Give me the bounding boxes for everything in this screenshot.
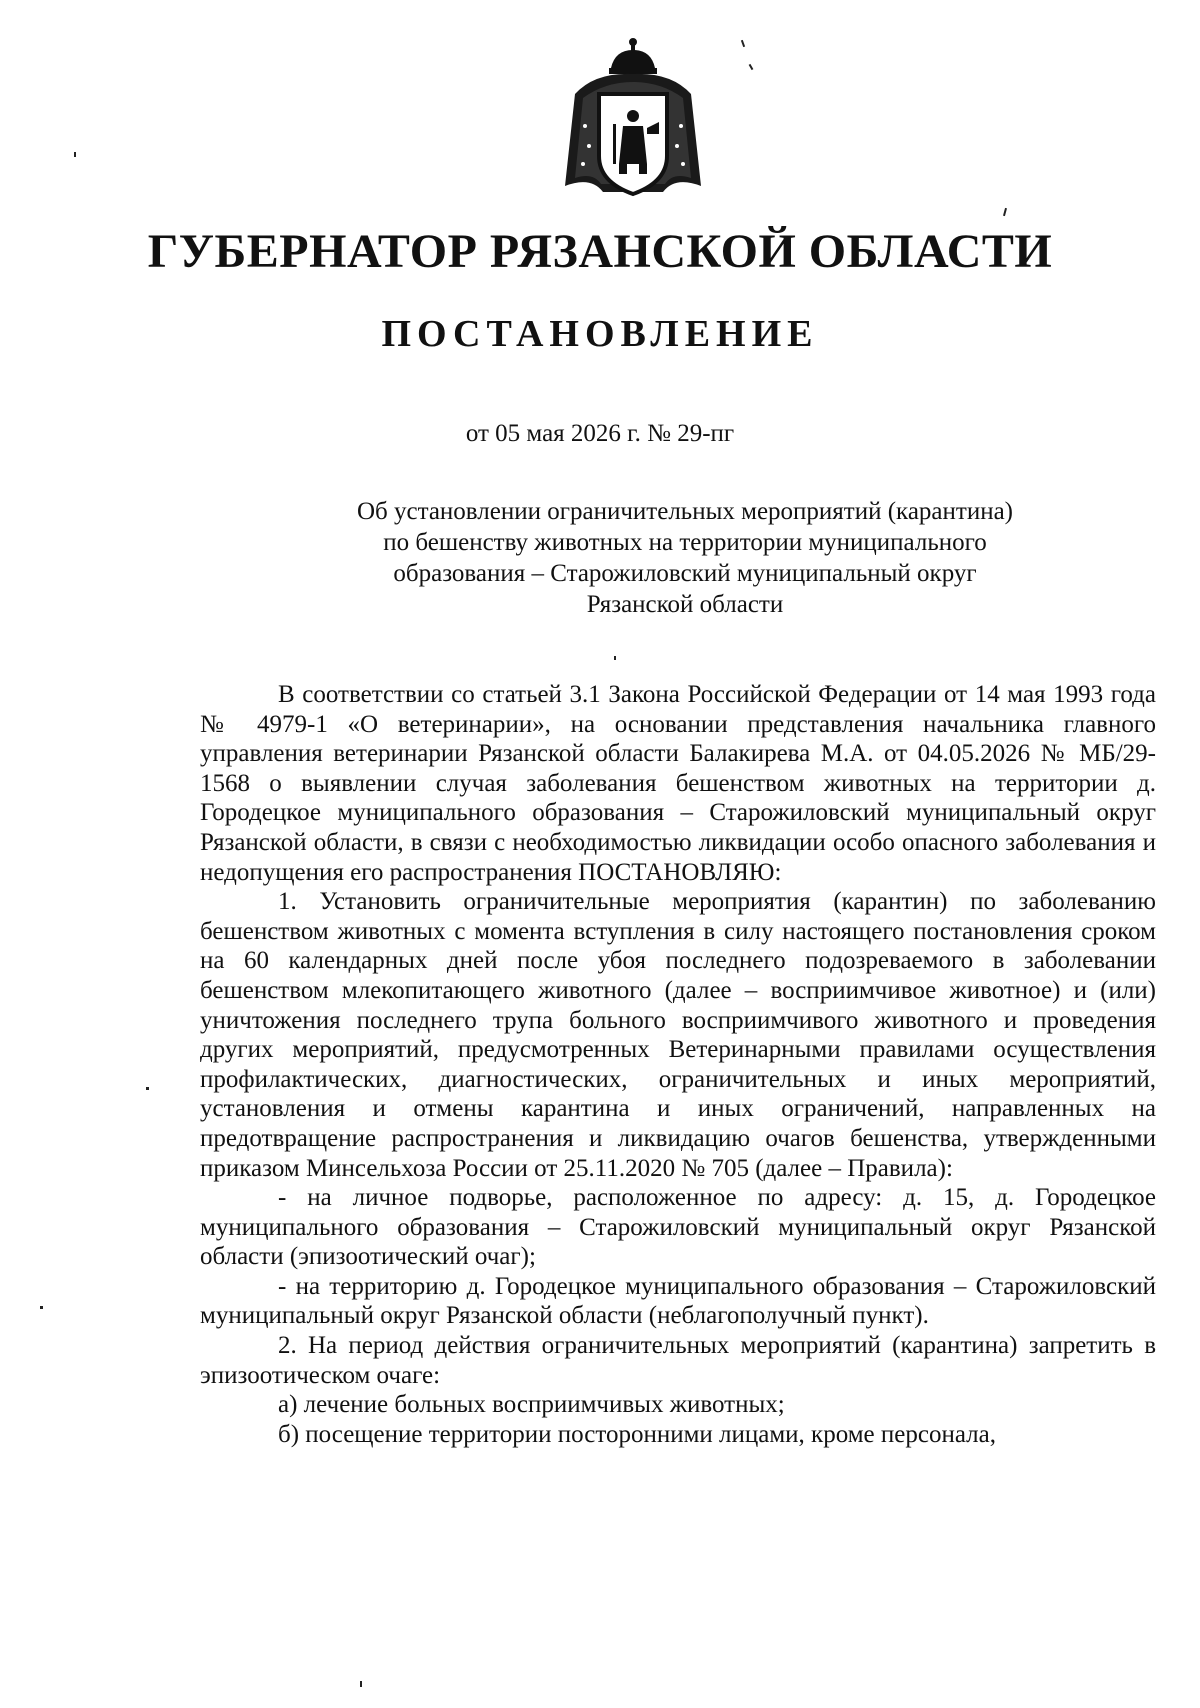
item-1-subitem-b: - на территорию д. Городецкое муниципального образования – Старожиловский муниципальный округ Рязанской области (неблагополучный пункт). — [200, 1272, 1156, 1330]
document-body — [200, 680, 1156, 1449]
item-1-subitem-a: - на личное подворье, расположенное по адресу: д. 15, д. Городецкое муниципального образования – Старожиловский муниципальный округ Рязанской области (эпизоотический очаг); — [200, 1184, 1156, 1271]
preamble-paragraph: В соответствии со статьей 3.1 Закона Российской Федерации от 14 мая 1993 года № 4979-1 «О ветеринарии», на основании представления начальника главного управления ветеринарии Рязанской области Балакирева М.А. от 04.05.2026 № МБ/29-1568 о выявлении случая заболевания бешенством животных на территории д. Городецкое муниципального образования – Старожиловский муниципальный округ Рязанской области, в связи с необходимостью ликвидации особо опасного заболевания и недопущения его распространения ПОСТАНОВЛЯЮ: — [200, 681, 1156, 886]
item-2-subitem-a: а) лечение больных восприимчивых животных; — [278, 1391, 785, 1419]
subject-line: по бешенству животных на территории муниципального — [383, 529, 987, 556]
ryazan-coat-of-arms-icon — [555, 36, 711, 201]
subject-line: Рязанской области — [586, 591, 784, 618]
scan-speck — [1003, 208, 1007, 216]
subject-line: Об установлении ограничительных мероприятий (карантина) — [356, 498, 1014, 525]
scan-speck — [40, 1306, 43, 1309]
scan-speck — [74, 152, 76, 157]
subject-line: образования – Старожиловский муниципальный округ — [393, 560, 977, 587]
item-2-subitem-b: б) посещение территории посторонними лицами, кроме персонала, — [278, 1420, 996, 1448]
document-subject — [290, 496, 1080, 620]
scan-speck — [146, 1087, 149, 1090]
scan-speck — [360, 1681, 362, 1687]
document-type: ПОСТАНОВЛЕНИЕ — [381, 313, 819, 355]
scan-speck — [614, 656, 616, 660]
scan-speck — [749, 64, 754, 70]
issuing-authority: ГУБЕРНАТОР РЯЗАНСКОЙ ОБЛАСТИ — [147, 225, 1053, 278]
item-2-paragraph: 2. На период действия ограничительных мероприятий (карантина) запретить в эпизоотическом очаге: — [200, 1332, 1156, 1389]
item-1-paragraph: 1. Установить ограничительные мероприятия (карантин) по заболеванию бешенством животных с момента вступления в силу настоящего постановления сроком на 60 календарных дней после убоя последнего подозреваемого в заболевании бешенством млекопитающего животного (далее – восприимчивое животное) и (или) уничтожения последнего трупа больного восприимчивого животного и проведения других мероприятий, предусмотренных Ветеринарными правилами осуществления профилактических, диагностических, ограничительных и иных мероприятий, установления и отмены карантина и иных ограничений, направленных на предотвращение распространения и ликвидацию очагов бешенства, утвержденными приказом Минсельхоза России от 25.11.2020 № 705 (далее – Правила): — [200, 888, 1156, 1182]
document-date-number: от 05 мая 2026 г. № 29-пг — [465, 420, 735, 447]
scan-speck — [741, 40, 745, 47]
